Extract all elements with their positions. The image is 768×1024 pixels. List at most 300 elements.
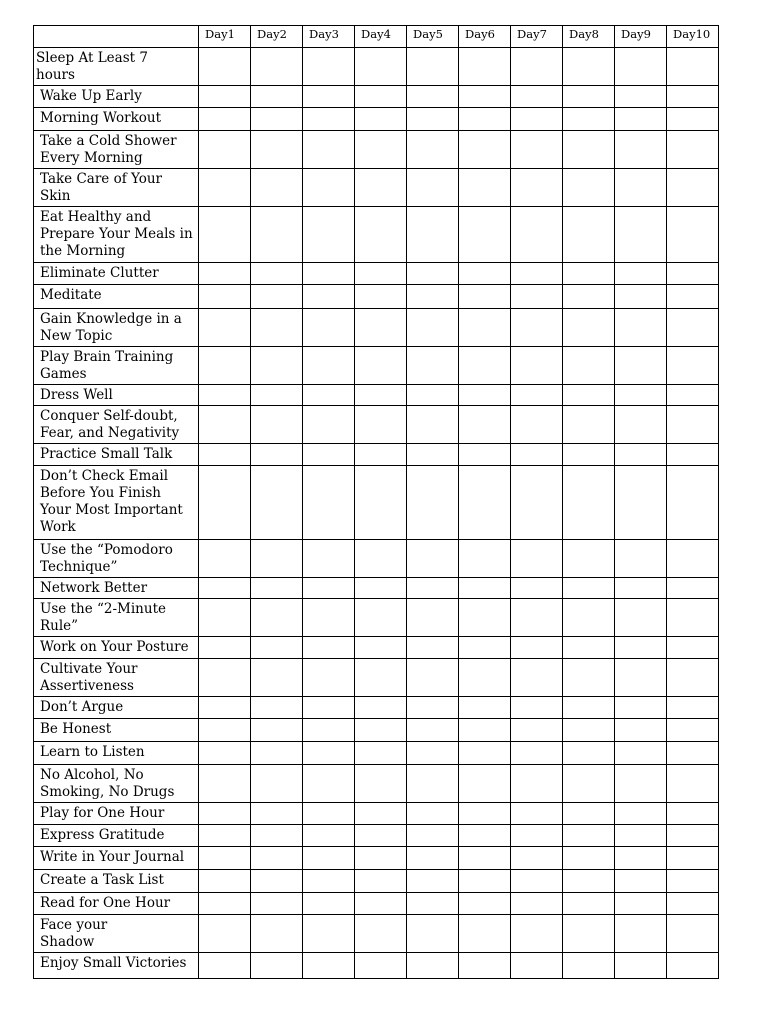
day-checkbox-cell[interactable] <box>459 637 511 659</box>
day-checkbox-cell[interactable] <box>667 169 719 207</box>
day-checkbox-cell[interactable] <box>199 578 251 599</box>
day-checkbox-cell[interactable] <box>199 86 251 108</box>
day-checkbox-cell[interactable] <box>511 742 563 765</box>
day-checkbox-cell[interactable] <box>563 870 615 893</box>
day-checkbox-cell[interactable] <box>667 86 719 108</box>
day-checkbox-cell[interactable] <box>511 803 563 825</box>
day-checkbox-cell[interactable] <box>511 578 563 599</box>
day-checkbox-cell[interactable] <box>407 893 459 915</box>
day-checkbox-cell[interactable] <box>199 825 251 847</box>
day-checkbox-cell[interactable] <box>199 108 251 131</box>
day-checkbox-cell[interactable] <box>355 540 407 578</box>
day-checkbox-cell[interactable] <box>667 309 719 347</box>
day-checkbox-cell[interactable] <box>407 347 459 385</box>
day-checkbox-cell[interactable] <box>303 742 355 765</box>
day-checkbox-cell[interactable] <box>459 285 511 309</box>
day-checkbox-cell[interactable] <box>511 108 563 131</box>
day-checkbox-cell[interactable] <box>355 285 407 309</box>
day-checkbox-cell[interactable] <box>199 540 251 578</box>
day-checkbox-cell[interactable] <box>251 207 303 263</box>
day-checkbox-cell[interactable] <box>459 847 511 870</box>
day-checkbox-cell[interactable] <box>563 803 615 825</box>
day-checkbox-cell[interactable] <box>199 285 251 309</box>
day-checkbox-cell[interactable] <box>511 347 563 385</box>
day-checkbox-cell[interactable] <box>511 870 563 893</box>
day-checkbox-cell[interactable] <box>615 659 667 697</box>
day-checkbox-cell[interactable] <box>303 697 355 719</box>
day-checkbox-cell[interactable] <box>459 444 511 466</box>
day-checkbox-cell[interactable] <box>251 347 303 385</box>
day-checkbox-cell[interactable] <box>303 207 355 263</box>
day-checkbox-cell[interactable] <box>355 870 407 893</box>
day-checkbox-cell[interactable] <box>407 578 459 599</box>
day-checkbox-cell[interactable] <box>615 86 667 108</box>
day-checkbox-cell[interactable] <box>563 719 615 742</box>
day-checkbox-cell[interactable] <box>199 847 251 870</box>
day-checkbox-cell[interactable] <box>251 697 303 719</box>
day-checkbox-cell[interactable] <box>511 915 563 953</box>
day-checkbox-cell[interactable] <box>459 347 511 385</box>
day-checkbox-cell[interactable] <box>511 825 563 847</box>
day-checkbox-cell[interactable] <box>355 131 407 169</box>
day-checkbox-cell[interactable] <box>199 599 251 637</box>
day-checkbox-cell[interactable] <box>251 803 303 825</box>
day-checkbox-cell[interactable] <box>303 870 355 893</box>
day-checkbox-cell[interactable] <box>667 599 719 637</box>
day-checkbox-cell[interactable] <box>251 870 303 893</box>
day-checkbox-cell[interactable] <box>667 263 719 285</box>
day-checkbox-cell[interactable] <box>615 263 667 285</box>
day-checkbox-cell[interactable] <box>615 207 667 263</box>
day-checkbox-cell[interactable] <box>303 385 355 406</box>
day-checkbox-cell[interactable] <box>355 765 407 803</box>
day-checkbox-cell[interactable] <box>459 540 511 578</box>
day-checkbox-cell[interactable] <box>667 742 719 765</box>
day-checkbox-cell[interactable] <box>251 263 303 285</box>
day-checkbox-cell[interactable] <box>251 953 303 979</box>
day-checkbox-cell[interactable] <box>199 207 251 263</box>
day-checkbox-cell[interactable] <box>303 48 355 86</box>
day-checkbox-cell[interactable] <box>459 915 511 953</box>
day-checkbox-cell[interactable] <box>199 444 251 466</box>
day-checkbox-cell[interactable] <box>355 347 407 385</box>
day-checkbox-cell[interactable] <box>303 86 355 108</box>
day-checkbox-cell[interactable] <box>615 406 667 444</box>
day-checkbox-cell[interactable] <box>407 48 459 86</box>
day-checkbox-cell[interactable] <box>407 169 459 207</box>
day-checkbox-cell[interactable] <box>251 309 303 347</box>
day-checkbox-cell[interactable] <box>251 48 303 86</box>
day-checkbox-cell[interactable] <box>199 915 251 953</box>
day-checkbox-cell[interactable] <box>199 169 251 207</box>
day-checkbox-cell[interactable] <box>407 847 459 870</box>
day-checkbox-cell[interactable] <box>407 953 459 979</box>
day-checkbox-cell[interactable] <box>407 540 459 578</box>
day-checkbox-cell[interactable] <box>511 48 563 86</box>
day-checkbox-cell[interactable] <box>199 385 251 406</box>
day-checkbox-cell[interactable] <box>563 578 615 599</box>
day-checkbox-cell[interactable] <box>563 169 615 207</box>
day-checkbox-cell[interactable] <box>563 599 615 637</box>
day-checkbox-cell[interactable] <box>459 169 511 207</box>
day-checkbox-cell[interactable] <box>251 444 303 466</box>
day-checkbox-cell[interactable] <box>355 953 407 979</box>
day-checkbox-cell[interactable] <box>511 719 563 742</box>
day-checkbox-cell[interactable] <box>355 825 407 847</box>
day-checkbox-cell[interactable] <box>303 285 355 309</box>
day-checkbox-cell[interactable] <box>459 406 511 444</box>
day-checkbox-cell[interactable] <box>251 540 303 578</box>
day-checkbox-cell[interactable] <box>615 915 667 953</box>
day-checkbox-cell[interactable] <box>199 953 251 979</box>
day-checkbox-cell[interactable] <box>355 599 407 637</box>
day-checkbox-cell[interactable] <box>667 719 719 742</box>
day-checkbox-cell[interactable] <box>563 385 615 406</box>
day-checkbox-cell[interactable] <box>615 48 667 86</box>
day-checkbox-cell[interactable] <box>667 578 719 599</box>
day-checkbox-cell[interactable] <box>407 599 459 637</box>
day-checkbox-cell[interactable] <box>407 309 459 347</box>
day-checkbox-cell[interactable] <box>667 285 719 309</box>
day-checkbox-cell[interactable] <box>355 444 407 466</box>
day-checkbox-cell[interactable] <box>667 659 719 697</box>
day-checkbox-cell[interactable] <box>563 263 615 285</box>
day-checkbox-cell[interactable] <box>615 765 667 803</box>
day-checkbox-cell[interactable] <box>355 406 407 444</box>
day-checkbox-cell[interactable] <box>407 108 459 131</box>
day-checkbox-cell[interactable] <box>355 659 407 697</box>
day-checkbox-cell[interactable] <box>615 285 667 309</box>
day-checkbox-cell[interactable] <box>511 263 563 285</box>
day-checkbox-cell[interactable] <box>199 870 251 893</box>
day-checkbox-cell[interactable] <box>303 406 355 444</box>
day-checkbox-cell[interactable] <box>199 406 251 444</box>
day-checkbox-cell[interactable] <box>615 466 667 540</box>
day-checkbox-cell[interactable] <box>251 466 303 540</box>
day-checkbox-cell[interactable] <box>667 406 719 444</box>
day-checkbox-cell[interactable] <box>407 86 459 108</box>
day-checkbox-cell[interactable] <box>459 803 511 825</box>
day-checkbox-cell[interactable] <box>355 719 407 742</box>
day-checkbox-cell[interactable] <box>407 207 459 263</box>
day-checkbox-cell[interactable] <box>511 207 563 263</box>
day-checkbox-cell[interactable] <box>303 131 355 169</box>
day-checkbox-cell[interactable] <box>303 540 355 578</box>
day-checkbox-cell[interactable] <box>459 599 511 637</box>
day-checkbox-cell[interactable] <box>459 385 511 406</box>
day-checkbox-cell[interactable] <box>511 385 563 406</box>
day-checkbox-cell[interactable] <box>199 131 251 169</box>
day-checkbox-cell[interactable] <box>303 637 355 659</box>
day-checkbox-cell[interactable] <box>667 207 719 263</box>
day-checkbox-cell[interactable] <box>511 131 563 169</box>
day-checkbox-cell[interactable] <box>199 466 251 540</box>
day-checkbox-cell[interactable] <box>303 825 355 847</box>
day-checkbox-cell[interactable] <box>459 578 511 599</box>
day-checkbox-cell[interactable] <box>303 953 355 979</box>
day-checkbox-cell[interactable] <box>251 131 303 169</box>
day-checkbox-cell[interactable] <box>667 540 719 578</box>
day-checkbox-cell[interactable] <box>459 48 511 86</box>
day-checkbox-cell[interactable] <box>563 207 615 263</box>
day-checkbox-cell[interactable] <box>667 466 719 540</box>
day-checkbox-cell[interactable] <box>407 385 459 406</box>
day-checkbox-cell[interactable] <box>407 742 459 765</box>
day-checkbox-cell[interactable] <box>511 847 563 870</box>
day-checkbox-cell[interactable] <box>459 86 511 108</box>
day-checkbox-cell[interactable] <box>615 825 667 847</box>
day-checkbox-cell[interactable] <box>251 893 303 915</box>
day-checkbox-cell[interactable] <box>303 108 355 131</box>
day-checkbox-cell[interactable] <box>459 825 511 847</box>
day-checkbox-cell[interactable] <box>667 385 719 406</box>
day-checkbox-cell[interactable] <box>251 599 303 637</box>
day-checkbox-cell[interactable] <box>355 637 407 659</box>
day-checkbox-cell[interactable] <box>511 953 563 979</box>
day-checkbox-cell[interactable] <box>303 893 355 915</box>
day-checkbox-cell[interactable] <box>251 285 303 309</box>
day-checkbox-cell[interactable] <box>563 466 615 540</box>
day-checkbox-cell[interactable] <box>251 385 303 406</box>
day-checkbox-cell[interactable] <box>355 847 407 870</box>
day-checkbox-cell[interactable] <box>303 599 355 637</box>
day-checkbox-cell[interactable] <box>199 659 251 697</box>
day-checkbox-cell[interactable] <box>459 893 511 915</box>
day-checkbox-cell[interactable] <box>667 953 719 979</box>
day-checkbox-cell[interactable] <box>563 444 615 466</box>
day-checkbox-cell[interactable] <box>667 108 719 131</box>
day-checkbox-cell[interactable] <box>407 406 459 444</box>
day-checkbox-cell[interactable] <box>251 578 303 599</box>
day-checkbox-cell[interactable] <box>199 48 251 86</box>
day-checkbox-cell[interactable] <box>667 131 719 169</box>
day-checkbox-cell[interactable] <box>615 309 667 347</box>
day-checkbox-cell[interactable] <box>355 207 407 263</box>
day-checkbox-cell[interactable] <box>615 599 667 637</box>
day-checkbox-cell[interactable] <box>615 540 667 578</box>
day-checkbox-cell[interactable] <box>303 466 355 540</box>
day-checkbox-cell[interactable] <box>563 48 615 86</box>
day-checkbox-cell[interactable] <box>407 719 459 742</box>
day-checkbox-cell[interactable] <box>407 697 459 719</box>
day-checkbox-cell[interactable] <box>459 207 511 263</box>
day-checkbox-cell[interactable] <box>563 108 615 131</box>
day-checkbox-cell[interactable] <box>199 803 251 825</box>
day-checkbox-cell[interactable] <box>251 847 303 870</box>
day-checkbox-cell[interactable] <box>563 406 615 444</box>
day-checkbox-cell[interactable] <box>407 263 459 285</box>
day-checkbox-cell[interactable] <box>355 263 407 285</box>
day-checkbox-cell[interactable] <box>615 131 667 169</box>
day-checkbox-cell[interactable] <box>251 765 303 803</box>
day-checkbox-cell[interactable] <box>563 131 615 169</box>
day-checkbox-cell[interactable] <box>615 870 667 893</box>
day-checkbox-cell[interactable] <box>355 48 407 86</box>
day-checkbox-cell[interactable] <box>563 637 615 659</box>
day-checkbox-cell[interactable] <box>355 385 407 406</box>
day-checkbox-cell[interactable] <box>251 406 303 444</box>
day-checkbox-cell[interactable] <box>355 893 407 915</box>
day-checkbox-cell[interactable] <box>251 719 303 742</box>
day-checkbox-cell[interactable] <box>563 86 615 108</box>
day-checkbox-cell[interactable] <box>459 697 511 719</box>
day-checkbox-cell[interactable] <box>459 309 511 347</box>
day-checkbox-cell[interactable] <box>251 108 303 131</box>
day-checkbox-cell[interactable] <box>511 406 563 444</box>
day-checkbox-cell[interactable] <box>667 697 719 719</box>
day-checkbox-cell[interactable] <box>511 659 563 697</box>
day-checkbox-cell[interactable] <box>303 309 355 347</box>
day-checkbox-cell[interactable] <box>355 915 407 953</box>
day-checkbox-cell[interactable] <box>667 915 719 953</box>
day-checkbox-cell[interactable] <box>459 719 511 742</box>
day-checkbox-cell[interactable] <box>251 915 303 953</box>
day-checkbox-cell[interactable] <box>615 385 667 406</box>
day-checkbox-cell[interactable] <box>251 86 303 108</box>
day-checkbox-cell[interactable] <box>303 169 355 207</box>
day-checkbox-cell[interactable] <box>459 108 511 131</box>
day-checkbox-cell[interactable] <box>251 637 303 659</box>
day-checkbox-cell[interactable] <box>303 719 355 742</box>
day-checkbox-cell[interactable] <box>563 893 615 915</box>
day-checkbox-cell[interactable] <box>563 847 615 870</box>
day-checkbox-cell[interactable] <box>615 697 667 719</box>
day-checkbox-cell[interactable] <box>459 870 511 893</box>
day-checkbox-cell[interactable] <box>355 108 407 131</box>
day-checkbox-cell[interactable] <box>667 847 719 870</box>
day-checkbox-cell[interactable] <box>199 893 251 915</box>
day-checkbox-cell[interactable] <box>407 466 459 540</box>
day-checkbox-cell[interactable] <box>407 825 459 847</box>
day-checkbox-cell[interactable] <box>563 742 615 765</box>
day-checkbox-cell[interactable] <box>667 637 719 659</box>
day-checkbox-cell[interactable] <box>407 444 459 466</box>
day-checkbox-cell[interactable] <box>459 953 511 979</box>
day-checkbox-cell[interactable] <box>511 893 563 915</box>
day-checkbox-cell[interactable] <box>511 540 563 578</box>
day-checkbox-cell[interactable] <box>355 697 407 719</box>
day-checkbox-cell[interactable] <box>563 540 615 578</box>
day-checkbox-cell[interactable] <box>407 915 459 953</box>
day-checkbox-cell[interactable] <box>407 131 459 169</box>
day-checkbox-cell[interactable] <box>303 847 355 870</box>
day-checkbox-cell[interactable] <box>303 444 355 466</box>
day-checkbox-cell[interactable] <box>407 765 459 803</box>
day-checkbox-cell[interactable] <box>615 803 667 825</box>
day-checkbox-cell[interactable] <box>251 659 303 697</box>
day-checkbox-cell[interactable] <box>407 637 459 659</box>
day-checkbox-cell[interactable] <box>511 599 563 637</box>
day-checkbox-cell[interactable] <box>563 347 615 385</box>
day-checkbox-cell[interactable] <box>615 169 667 207</box>
day-checkbox-cell[interactable] <box>511 86 563 108</box>
day-checkbox-cell[interactable] <box>199 742 251 765</box>
day-checkbox-cell[interactable] <box>667 444 719 466</box>
day-checkbox-cell[interactable] <box>563 309 615 347</box>
day-checkbox-cell[interactable] <box>511 765 563 803</box>
day-checkbox-cell[interactable] <box>563 915 615 953</box>
day-checkbox-cell[interactable] <box>251 742 303 765</box>
day-checkbox-cell[interactable] <box>615 444 667 466</box>
day-checkbox-cell[interactable] <box>199 347 251 385</box>
day-checkbox-cell[interactable] <box>355 578 407 599</box>
day-checkbox-cell[interactable] <box>563 697 615 719</box>
day-checkbox-cell[interactable] <box>303 915 355 953</box>
day-checkbox-cell[interactable] <box>511 309 563 347</box>
day-checkbox-cell[interactable] <box>667 765 719 803</box>
day-checkbox-cell[interactable] <box>563 953 615 979</box>
day-checkbox-cell[interactable] <box>667 825 719 847</box>
day-checkbox-cell[interactable] <box>199 765 251 803</box>
day-checkbox-cell[interactable] <box>459 765 511 803</box>
day-checkbox-cell[interactable] <box>355 86 407 108</box>
day-checkbox-cell[interactable] <box>615 953 667 979</box>
day-checkbox-cell[interactable] <box>407 285 459 309</box>
day-checkbox-cell[interactable] <box>199 637 251 659</box>
day-checkbox-cell[interactable] <box>563 659 615 697</box>
day-checkbox-cell[interactable] <box>303 765 355 803</box>
day-checkbox-cell[interactable] <box>511 637 563 659</box>
day-checkbox-cell[interactable] <box>303 803 355 825</box>
day-checkbox-cell[interactable] <box>667 893 719 915</box>
day-checkbox-cell[interactable] <box>615 347 667 385</box>
day-checkbox-cell[interactable] <box>355 169 407 207</box>
day-checkbox-cell[interactable] <box>511 169 563 207</box>
day-checkbox-cell[interactable] <box>199 309 251 347</box>
day-checkbox-cell[interactable] <box>615 742 667 765</box>
day-checkbox-cell[interactable] <box>459 742 511 765</box>
day-checkbox-cell[interactable] <box>407 870 459 893</box>
day-checkbox-cell[interactable] <box>459 466 511 540</box>
day-checkbox-cell[interactable] <box>303 263 355 285</box>
day-checkbox-cell[interactable] <box>563 765 615 803</box>
day-checkbox-cell[interactable] <box>407 803 459 825</box>
day-checkbox-cell[interactable] <box>667 870 719 893</box>
day-checkbox-cell[interactable] <box>511 285 563 309</box>
day-checkbox-cell[interactable] <box>615 719 667 742</box>
day-checkbox-cell[interactable] <box>303 659 355 697</box>
day-checkbox-cell[interactable] <box>511 444 563 466</box>
day-checkbox-cell[interactable] <box>459 131 511 169</box>
day-checkbox-cell[interactable] <box>459 263 511 285</box>
day-checkbox-cell[interactable] <box>303 578 355 599</box>
day-checkbox-cell[interactable] <box>303 347 355 385</box>
day-checkbox-cell[interactable] <box>355 466 407 540</box>
day-checkbox-cell[interactable] <box>355 742 407 765</box>
day-checkbox-cell[interactable] <box>511 466 563 540</box>
day-checkbox-cell[interactable] <box>667 803 719 825</box>
day-checkbox-cell[interactable] <box>511 697 563 719</box>
day-checkbox-cell[interactable] <box>615 108 667 131</box>
day-checkbox-cell[interactable] <box>199 697 251 719</box>
day-checkbox-cell[interactable] <box>355 803 407 825</box>
day-checkbox-cell[interactable] <box>667 48 719 86</box>
day-checkbox-cell[interactable] <box>459 659 511 697</box>
day-checkbox-cell[interactable] <box>667 347 719 385</box>
day-checkbox-cell[interactable] <box>615 578 667 599</box>
day-checkbox-cell[interactable] <box>563 285 615 309</box>
day-checkbox-cell[interactable] <box>615 637 667 659</box>
day-checkbox-cell[interactable] <box>563 825 615 847</box>
day-checkbox-cell[interactable] <box>251 825 303 847</box>
day-checkbox-cell[interactable] <box>355 309 407 347</box>
day-checkbox-cell[interactable] <box>251 169 303 207</box>
day-checkbox-cell[interactable] <box>615 893 667 915</box>
day-checkbox-cell[interactable] <box>615 847 667 870</box>
day-checkbox-cell[interactable] <box>199 719 251 742</box>
day-checkbox-cell[interactable] <box>199 263 251 285</box>
day-checkbox-cell[interactable] <box>407 659 459 697</box>
